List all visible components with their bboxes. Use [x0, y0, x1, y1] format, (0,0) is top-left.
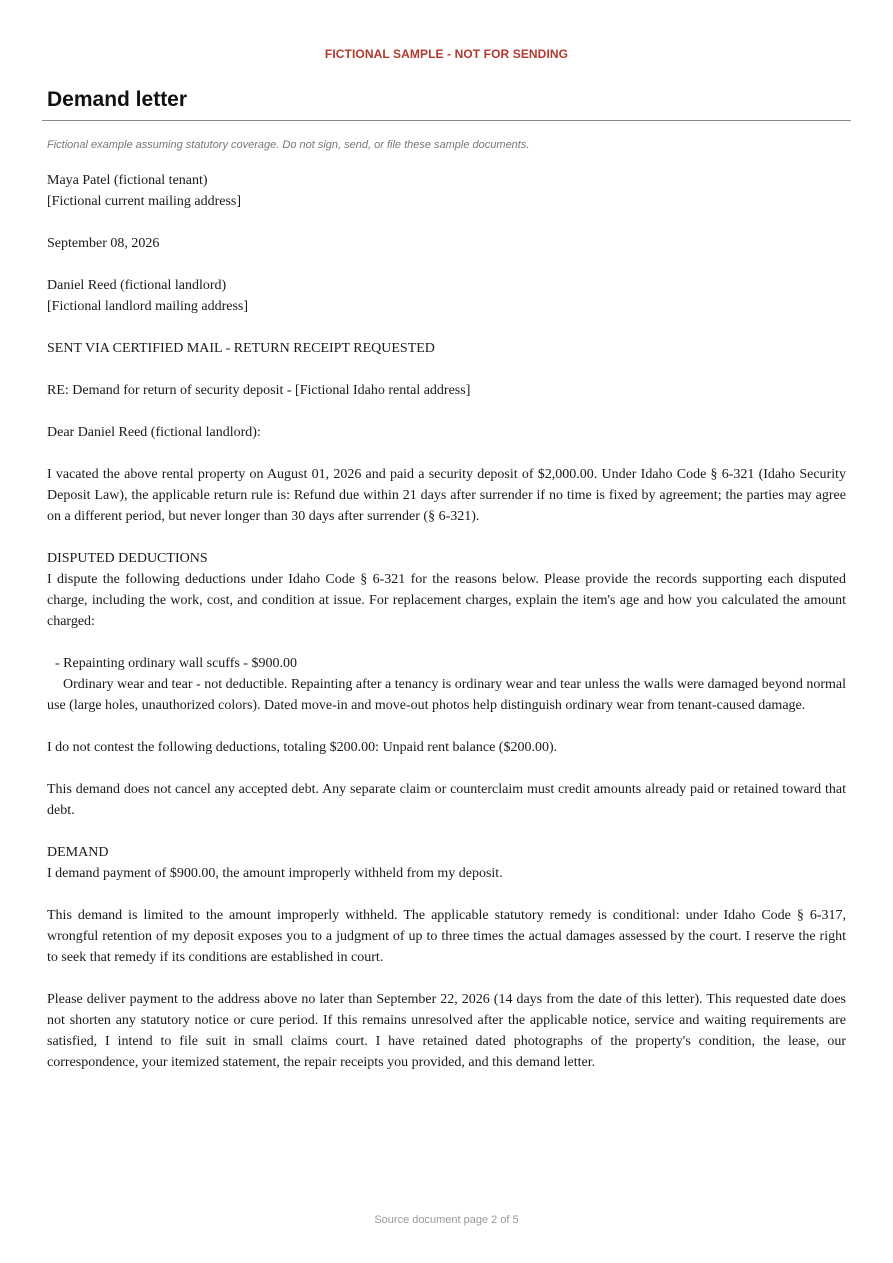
- disputed-text: I dispute the following deductions under Idaho Code § 6-321 for the reasons below. Please provide the records supporting each disputed charge, including the work, cost, and condition at issue. For replacement charges, explain the item's age and how you calculated the amount charged:: [47, 572, 846, 629]
- page-title: Demand letter: [47, 88, 188, 111]
- demand-text: I demand payment of $900.00, the amount improperly withheld from my deposit.: [47, 866, 503, 881]
- subject-line: RE: Demand for return of security deposit - [Fictional Idaho rental address]: [47, 383, 471, 398]
- page-footer: Source document page 2 of 5: [374, 1214, 519, 1226]
- disputed-item-reason: Ordinary wear and tear - not deductible. Repainting after a tenancy is ordinary wear and tear unless the walls were damaged beyond normal use (large holes, unauthorized colors). Dated move-in and move-out photos help distinguish ordinary wear from tenant-caused damage.: [47, 677, 846, 713]
- demand-section: [47, 842, 846, 884]
- disputed-section: [47, 548, 846, 632]
- recipient-address: [Fictional landlord mailing address]: [47, 299, 249, 314]
- salutation: Dear Daniel Reed (fictional landlord):: [47, 425, 261, 440]
- sample-banner: FICTIONAL SAMPLE - NOT FOR SENDING: [324, 47, 569, 61]
- remedy-paragraph: This demand is limited to the amount improperly withheld. The applicable statutory remedy is conditional: under Idaho Code § 6-317, wrongful retention of my deposit exposes you to a judgment of up to three times the actual damages assessed by the court. I reserve the right to seek that remedy if its conditions are established in court.: [47, 908, 846, 965]
- sender-block: [47, 170, 846, 212]
- closing-paragraph: Please deliver payment to the address above no later than September 22, 2026 (14 days from the date of this letter). This requested date does not shorten any statutory notice or cure period. If this remains unresolved after the applicable notice, service and waiting requirements are satisfied, I intend to file suit in small claims court. I have retained dated photographs of the property's condition, the lease, our correspondence, your itemized statement, the repair receipts you provided, and this demand letter.: [47, 992, 846, 1070]
- disputed-heading: DISPUTED DEDUCTIONS: [47, 551, 208, 566]
- recipient-block: [47, 275, 846, 317]
- sender-name: Maya Patel (fictional tenant): [47, 173, 208, 188]
- title-divider: [42, 120, 851, 121]
- uncontested-paragraph: I do not contest the following deductions, totaling $200.00: Unpaid rent balance ($200.00).: [47, 740, 558, 755]
- delivery-method: SENT VIA CERTIFIED MAIL - RETURN RECEIPT REQUESTED: [47, 341, 435, 356]
- recipient-name: Daniel Reed (fictional landlord): [47, 278, 227, 293]
- disclaimer-note: Fictional example assuming statutory coverage. Do not sign, send, or file these sample documents.: [47, 139, 530, 151]
- intro-paragraph: I vacated the above rental property on August 01, 2026 and paid a security deposit of $2,000.00. Under Idaho Code § 6-321 (Idaho Security Deposit Law), the applicable return rule is: Refund due within 21 days after surrender if no time is fixed by agreement; the parties may agree on a different period, but never longer than 30 days after surrender (§ 6-321).: [47, 467, 846, 524]
- demand-heading: DEMAND: [47, 845, 109, 860]
- letter-body: [47, 170, 846, 1073]
- sender-address: [Fictional current mailing address]: [47, 194, 241, 209]
- disputed-item: [47, 653, 846, 716]
- letter-date: September 08, 2026: [47, 236, 160, 251]
- debt-note-paragraph: This demand does not cancel any accepted debt. Any separate claim or counterclaim must credit amounts already paid or retained toward that debt.: [47, 782, 846, 818]
- disputed-item-label: - Repainting ordinary wall scuffs - $900.00: [55, 656, 297, 671]
